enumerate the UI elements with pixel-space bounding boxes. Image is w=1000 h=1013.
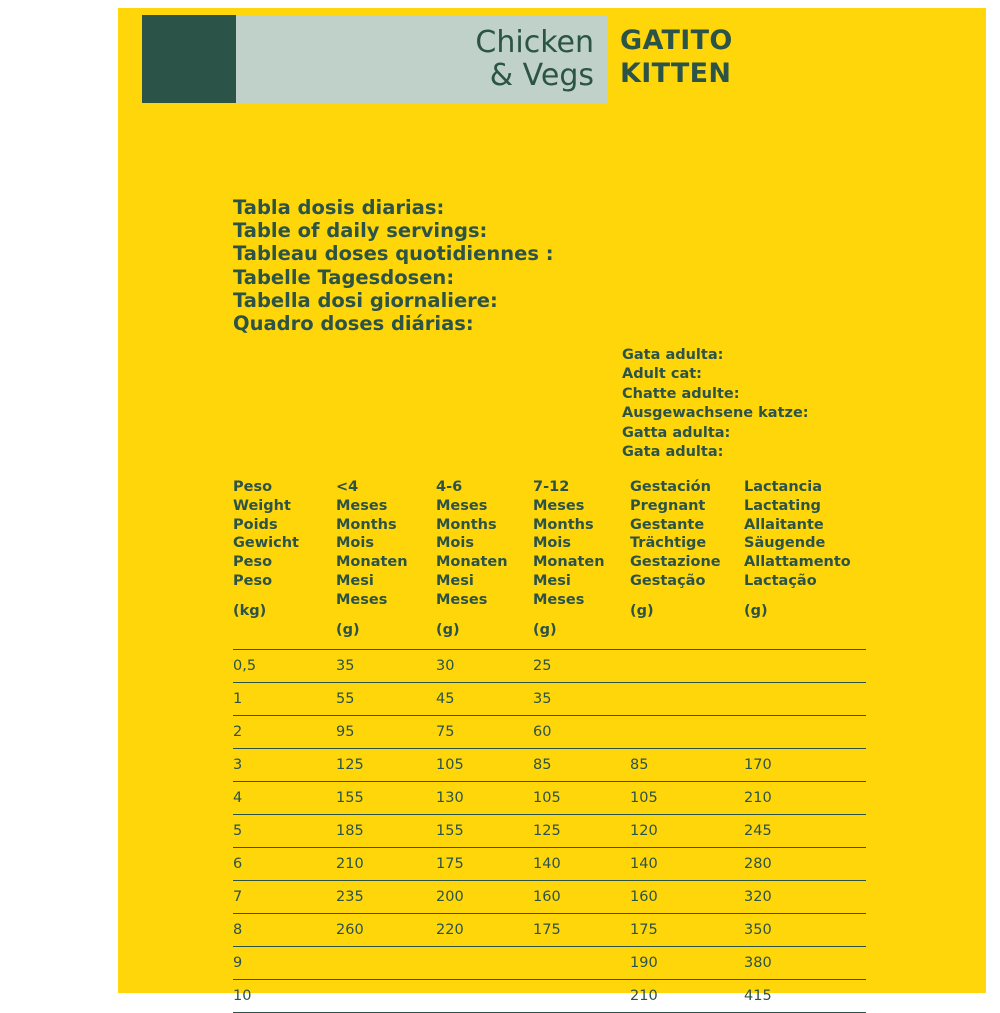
brand-lifestage-line2: KITTEN bbox=[620, 58, 732, 89]
table-cell bbox=[744, 683, 866, 716]
table-cell: 155 bbox=[336, 782, 436, 815]
table-cell: 85 bbox=[630, 749, 744, 782]
table-cell: 35 bbox=[336, 650, 436, 683]
column-header-line: Peso bbox=[233, 554, 273, 571]
column-header-line: 4-6 bbox=[436, 479, 463, 495]
table-cell bbox=[533, 947, 630, 980]
table-cell: 280 bbox=[744, 848, 866, 881]
column-header-line: 7-12 bbox=[533, 479, 570, 495]
table-cell bbox=[336, 947, 436, 980]
table-title-pt: Quadro doses diárias: bbox=[233, 312, 474, 336]
column-header-4to6months bbox=[436, 478, 533, 650]
table-cell: 220 bbox=[436, 914, 533, 947]
column-header-4to6months-lines bbox=[436, 478, 533, 610]
table-row bbox=[233, 683, 866, 716]
table-cell: 105 bbox=[436, 749, 533, 782]
table-title-block bbox=[233, 196, 554, 335]
column-header-line: Gestação bbox=[630, 572, 706, 589]
column-header-line: Lactating bbox=[744, 497, 821, 514]
column-header-7to12months-unit: (g) bbox=[533, 621, 557, 638]
table-cell: 5 bbox=[233, 815, 336, 848]
column-header-line: Peso bbox=[233, 572, 273, 589]
brand-lifestage-line1: GATITO bbox=[620, 25, 733, 56]
column-header-line: Poids bbox=[233, 516, 278, 533]
table-row bbox=[233, 947, 866, 980]
column-header-line: Gestante bbox=[630, 516, 705, 533]
column-header-line: Meses bbox=[533, 497, 585, 514]
table-cell: 105 bbox=[630, 782, 744, 815]
table-cell: 175 bbox=[630, 914, 744, 947]
column-header-lactating-unit: (g) bbox=[744, 602, 768, 619]
table-row bbox=[233, 650, 866, 683]
column-header-line: Monaten bbox=[436, 554, 508, 571]
table-cell: 25 bbox=[533, 650, 630, 683]
table-cell: 125 bbox=[336, 749, 436, 782]
table-cell: 160 bbox=[533, 881, 630, 914]
table-cell: 170 bbox=[744, 749, 866, 782]
column-header-line: Meses bbox=[533, 591, 585, 608]
adult-cat-de: Ausgewachsene katze: bbox=[622, 405, 809, 422]
column-header-lactating bbox=[744, 478, 866, 650]
table-cell: 45 bbox=[436, 683, 533, 716]
brand-lifestage bbox=[620, 24, 733, 90]
table-cell bbox=[744, 650, 866, 683]
table-row bbox=[233, 848, 866, 881]
table-cell: 35 bbox=[533, 683, 630, 716]
adult-cat-pt: Gata adulta: bbox=[622, 444, 724, 461]
table-row bbox=[233, 782, 866, 815]
table-row bbox=[233, 716, 866, 749]
table-cell: 4 bbox=[233, 782, 336, 815]
column-header-line: Peso bbox=[233, 479, 273, 495]
table-title-es: Tabla dosis diarias: bbox=[233, 196, 445, 219]
column-header-pregnant bbox=[630, 478, 744, 650]
feeding-table bbox=[233, 478, 866, 1013]
column-header-7to12months-lines bbox=[533, 478, 630, 610]
table-cell: 260 bbox=[336, 914, 436, 947]
column-header-line: Gestazione bbox=[630, 554, 721, 571]
table-cell: 380 bbox=[744, 947, 866, 980]
column-header-weight bbox=[233, 478, 336, 650]
column-header-line: Gestación bbox=[630, 479, 711, 495]
table-cell bbox=[436, 947, 533, 980]
column-header-line: Gewicht bbox=[233, 535, 299, 552]
table-cell: 6 bbox=[233, 848, 336, 881]
column-header-line: Mois bbox=[436, 535, 474, 552]
product-name-line1: Chicken bbox=[475, 25, 594, 60]
table-cell: 415 bbox=[744, 980, 866, 1013]
table-cell bbox=[533, 980, 630, 1013]
column-header-line: Lactação bbox=[744, 572, 817, 589]
table-cell: 75 bbox=[436, 716, 533, 749]
column-header-weight-unit: (kg) bbox=[233, 602, 267, 619]
table-cell: 120 bbox=[630, 815, 744, 848]
table-cell: 210 bbox=[744, 782, 866, 815]
product-name bbox=[264, 26, 594, 92]
column-header-line: Meses bbox=[436, 591, 488, 608]
banner-accent-block bbox=[142, 15, 236, 103]
table-cell: 10 bbox=[233, 980, 336, 1013]
feeding-table-body bbox=[233, 650, 866, 1013]
table-cell: 200 bbox=[436, 881, 533, 914]
table-cell: 320 bbox=[744, 881, 866, 914]
adult-cat-heading bbox=[622, 346, 809, 462]
table-cell: 185 bbox=[336, 815, 436, 848]
table-cell: 3 bbox=[233, 749, 336, 782]
table-cell: 175 bbox=[533, 914, 630, 947]
column-header-line: Mois bbox=[533, 535, 571, 552]
column-header-line: Mesi bbox=[436, 572, 474, 589]
table-cell bbox=[336, 980, 436, 1013]
table-cell bbox=[744, 716, 866, 749]
table-cell: 160 bbox=[630, 881, 744, 914]
table-row bbox=[233, 881, 866, 914]
table-row bbox=[233, 815, 866, 848]
table-cell bbox=[630, 650, 744, 683]
table-cell: 2 bbox=[233, 716, 336, 749]
column-header-line: Months bbox=[436, 516, 497, 533]
table-cell: 9 bbox=[233, 947, 336, 980]
table-cell: 155 bbox=[436, 815, 533, 848]
column-header-line: Mesi bbox=[533, 572, 571, 589]
table-cell: 8 bbox=[233, 914, 336, 947]
column-header-4to6months-unit: (g) bbox=[436, 621, 460, 638]
table-cell: 7 bbox=[233, 881, 336, 914]
feeding-table-wrapper bbox=[233, 478, 866, 1013]
table-cell: 210 bbox=[336, 848, 436, 881]
table-row bbox=[233, 749, 866, 782]
table-cell: 140 bbox=[630, 848, 744, 881]
table-cell: 85 bbox=[533, 749, 630, 782]
product-banner bbox=[142, 15, 608, 103]
table-cell bbox=[630, 683, 744, 716]
column-header-pregnant-lines bbox=[630, 478, 744, 591]
table-cell: 95 bbox=[336, 716, 436, 749]
table-cell: 105 bbox=[533, 782, 630, 815]
column-header-under4months bbox=[336, 478, 436, 650]
table-cell: 245 bbox=[744, 815, 866, 848]
column-header-line: Trächtige bbox=[630, 535, 707, 552]
column-header-line: Months bbox=[533, 516, 594, 533]
table-cell: 140 bbox=[533, 848, 630, 881]
table-title-it: Tabella dosi giornaliere: bbox=[233, 288, 498, 312]
column-header-line: Weight bbox=[233, 497, 291, 514]
table-title-de: Tabelle Tagesdosen: bbox=[233, 265, 455, 289]
column-header-line: Meses bbox=[336, 591, 388, 608]
table-cell: 350 bbox=[744, 914, 866, 947]
column-header-line: Pregnant bbox=[630, 497, 706, 514]
column-header-line: Allaitante bbox=[744, 516, 824, 533]
adult-cat-en: Adult cat: bbox=[622, 366, 702, 383]
column-header-line: Säugende bbox=[744, 535, 826, 552]
table-header-row bbox=[233, 478, 866, 650]
column-header-line: Monaten bbox=[533, 554, 605, 571]
column-header-under4months-unit: (g) bbox=[336, 621, 360, 638]
adult-cat-es: Gata adulta: bbox=[622, 347, 724, 363]
column-header-line: Monaten bbox=[336, 554, 408, 571]
adult-cat-it: Gatta adulta: bbox=[622, 424, 731, 441]
adult-cat-fr: Chatte adulte: bbox=[622, 385, 740, 402]
column-header-7to12months bbox=[533, 478, 630, 650]
table-title-fr: Tableau doses quotidiennes : bbox=[233, 242, 554, 266]
column-header-lactating-lines bbox=[744, 478, 866, 591]
column-header-line: Allattamento bbox=[744, 554, 851, 571]
table-cell: 30 bbox=[436, 650, 533, 683]
table-cell bbox=[436, 980, 533, 1013]
column-header-under4months-lines bbox=[336, 478, 436, 610]
column-header-line: Lactancia bbox=[744, 479, 823, 495]
table-cell: 60 bbox=[533, 716, 630, 749]
table-cell: 1 bbox=[233, 683, 336, 716]
column-header-line: Meses bbox=[436, 497, 488, 514]
column-header-line: <4 bbox=[336, 479, 359, 495]
table-cell bbox=[630, 716, 744, 749]
table-row bbox=[233, 914, 866, 947]
table-cell: 55 bbox=[336, 683, 436, 716]
feeding-table-head bbox=[233, 478, 866, 650]
table-title-en: Table of daily servings: bbox=[233, 219, 488, 243]
table-row bbox=[233, 980, 866, 1013]
column-header-pregnant-unit: (g) bbox=[630, 602, 654, 619]
table-cell: 0,5 bbox=[233, 650, 336, 683]
table-cell: 130 bbox=[436, 782, 533, 815]
column-header-line: Mois bbox=[336, 535, 374, 552]
column-header-line: Months bbox=[336, 516, 397, 533]
column-header-weight-lines bbox=[233, 478, 336, 591]
table-cell: 210 bbox=[630, 980, 744, 1013]
table-cell: 175 bbox=[436, 848, 533, 881]
table-cell: 235 bbox=[336, 881, 436, 914]
table-cell: 190 bbox=[630, 947, 744, 980]
table-cell: 125 bbox=[533, 815, 630, 848]
product-name-line2: & Vegs bbox=[489, 58, 594, 93]
column-header-line: Mesi bbox=[336, 572, 374, 589]
column-header-line: Meses bbox=[336, 497, 388, 514]
